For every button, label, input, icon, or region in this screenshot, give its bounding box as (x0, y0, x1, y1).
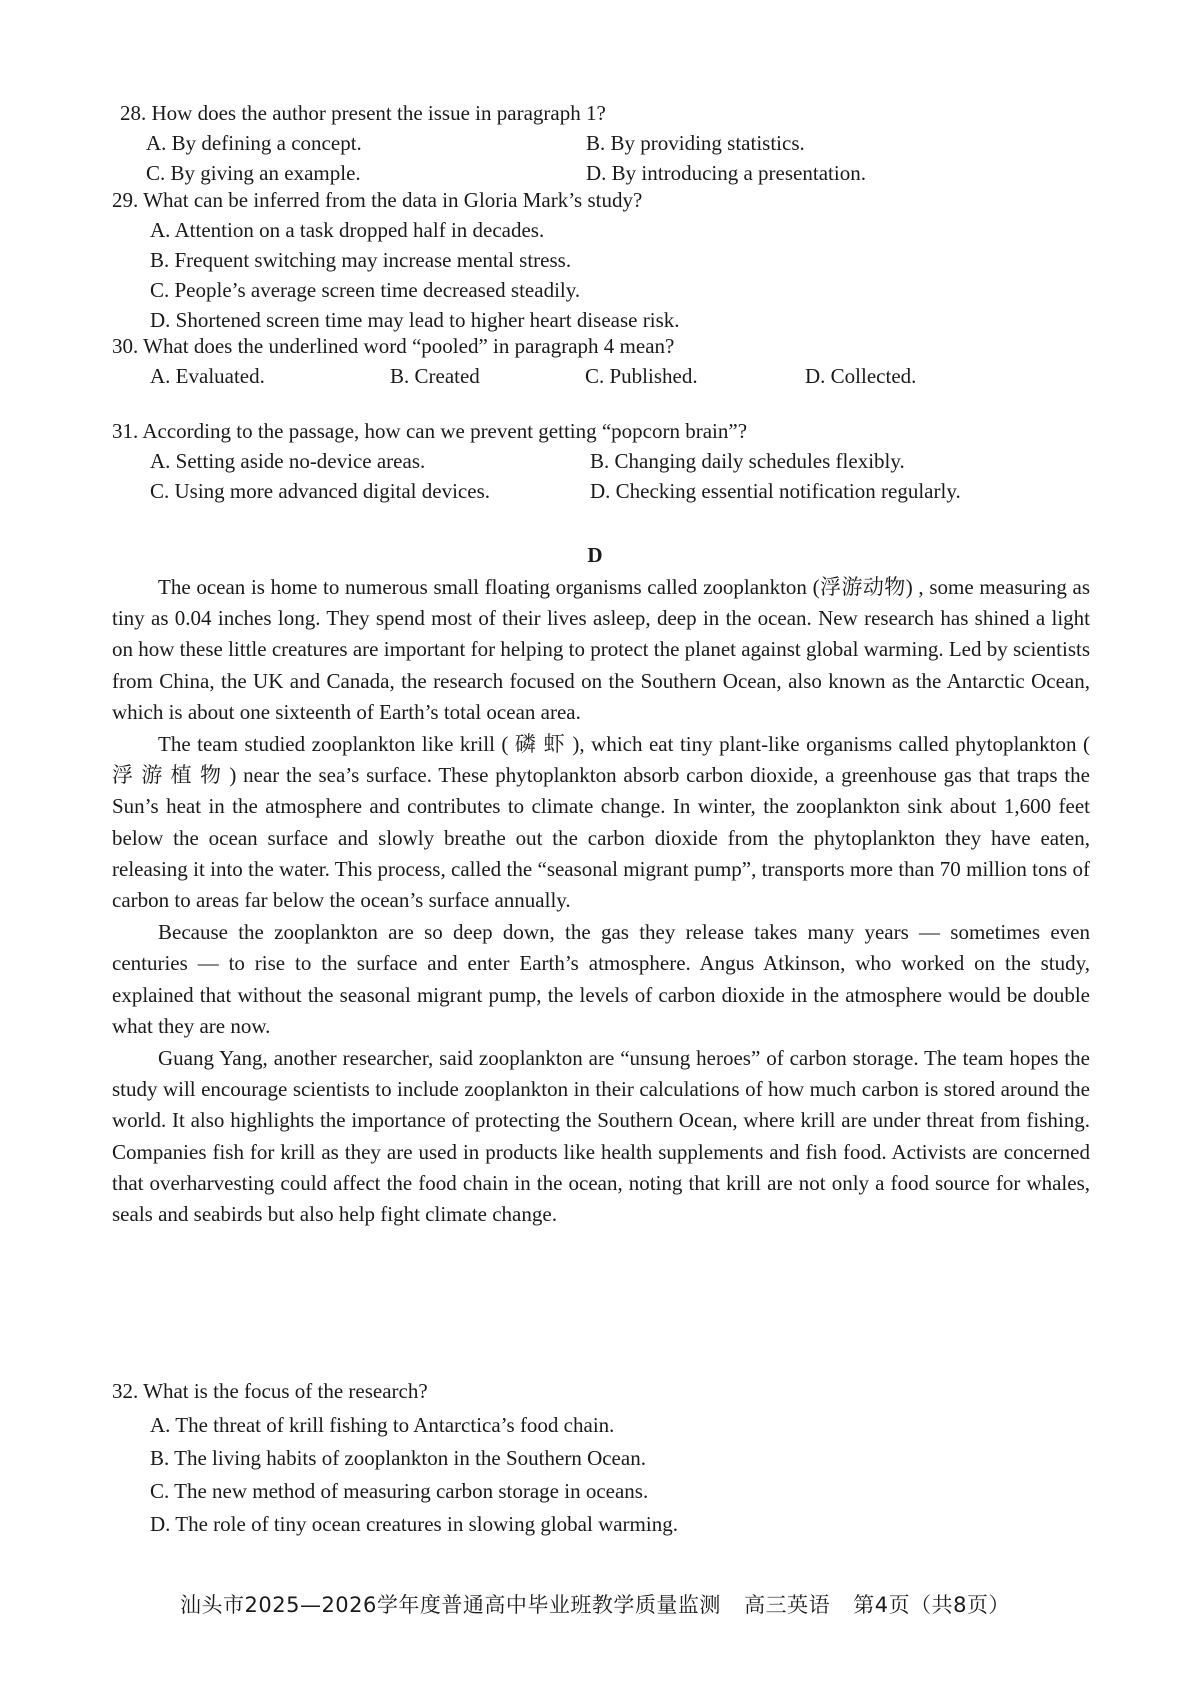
passage-paragraph-3: Because the zooplankton are so deep down, the gas they release takes many years — sometimes even centuries — to rise to the surface and enter Earth’s atmosphere. Angus Atkinson, who worked on the study, explained that without the seasonal migrant pump, the levels of carbon dioxide in the atmosphere would be double what they are now. (112, 920, 1090, 1038)
question-stem (112, 331, 1112, 361)
question-30 (112, 331, 1112, 391)
option-d: D. Checking essential notification regularly. (590, 479, 961, 503)
option-a: A. Evaluated. (150, 364, 265, 388)
question-text: How does the author present the issue in paragraph 1? (151, 101, 606, 125)
question-number: 32. (112, 1379, 139, 1403)
question-text: According to the passage, how can we prevent getting “popcorn brain”? (142, 419, 748, 443)
question-text: What does the underlined word “pooled” in paragraph 4 mean? (143, 334, 675, 358)
question-number: 28. (120, 101, 147, 125)
passage-paragraph-4: Guang Yang, another researcher, said zooplankton are “unsung heroes” of carbon storage. The team hopes the study will encourage scientists to include zooplankton in their calculations of how much carbon is stored around the world. It also highlights the importance of protecting the Southern Ocean, where krill are under threat from fishing. Companies fish for krill as they are used in products like health supplements and fish food. Activists are concerned that overharvesting could affect the food chain in the ocean, noting that krill are not only a food source for whales, seals and seabirds but also help fight climate change. (112, 1046, 1090, 1227)
option-a: A. By defining a concept. (146, 131, 362, 155)
question-number: 29. (112, 188, 139, 212)
question-stem (120, 98, 1112, 128)
option-a: A. Attention on a task dropped half in decades. (150, 218, 545, 242)
option-row (150, 361, 1112, 391)
question-number: 31. (112, 419, 139, 443)
question-31 (112, 416, 1112, 506)
option-grid (146, 128, 1112, 188)
option-a: A. The threat of krill fishing to Antarctica’s food chain. (150, 1413, 615, 1437)
question-32 (112, 1376, 1112, 1541)
question-28 (112, 98, 1112, 188)
option-c: C. Published. (585, 364, 698, 388)
option-c: C. By giving an example. (146, 161, 361, 185)
page-footer (0, 1590, 1190, 1620)
option-c: C. Using more advanced digital devices. (150, 479, 490, 503)
option-d: D. The role of tiny ocean creatures in slowing global warming. (150, 1512, 678, 1536)
option-list (150, 215, 1112, 335)
option-d: D. By introducing a presentation. (586, 161, 866, 185)
passage-paragraph-1: The ocean is home to numerous small floating organisms called zooplankton (浮游动物) , some measuring as tiny as 0.04 inches long. They spend most of their lives asleep, deep in the ocean. New research has shined a light on how these little creatures are important for helping to protect the planet against global warming. Led by scientists from China, the UK and Canada, the research focused on the Southern Ocean, also known as the Antarctic Ocean, which is about one sixteenth of Earth’s total ocean area. (112, 575, 1090, 724)
option-c: C. The new method of measuring carbon storage in oceans. (150, 1479, 649, 1503)
option-b: B. The living habits of zooplankton in the Southern Ocean. (150, 1446, 646, 1470)
question-stem (112, 185, 1112, 215)
section-heading: D (587, 543, 603, 567)
option-b: B. Created (390, 364, 480, 388)
reading-passage (112, 572, 1090, 1231)
option-b: B. Frequent switching may increase mental stress. (150, 248, 572, 272)
question-text: What can be inferred from the data in Gloria Mark’s study? (143, 188, 643, 212)
option-b: B. Changing daily schedules flexibly. (590, 449, 905, 473)
option-list (150, 1409, 1112, 1541)
option-b: B. By providing statistics. (586, 131, 805, 155)
question-text: What is the focus of the research? (143, 1379, 428, 1403)
footer-subject: 高三英语 (744, 1593, 831, 1617)
option-a: A. Setting aside no-device areas. (150, 449, 426, 473)
option-d: D. Collected. (805, 364, 917, 388)
option-c: C. People’s average screen time decreased steadily. (150, 278, 581, 302)
footer-page-number: 第4页（共8页） (853, 1593, 1010, 1617)
question-stem (112, 1376, 1112, 1406)
option-grid (150, 446, 1112, 506)
question-number: 30. (112, 334, 139, 358)
footer-exam-title: 汕头市2025—2026学年度普通高中毕业班教学质量监测 (180, 1593, 721, 1617)
passage-paragraph-2: The team studied zooplankton like krill ( 磷 虾 ), which eat tiny plant-like organisms called phytoplankton ( 浮 游 植 物 ) near the sea’s surface. These phytoplankton absorb carbon dioxide, a greenhouse gas that traps the Sun’s heat in the atmosphere and contributes to climate change. In winter, the zooplankton sink about 1,600 feet below the ocean surface and slowly breathe out the carbon dioxide from the phytoplankton they have eaten, releasing it into the water. This process, called the “seasonal migrant pump”, transports more than 70 million tons of carbon to areas far below the ocean’s surface annually. (112, 732, 1090, 913)
question-29 (112, 185, 1112, 335)
question-stem (112, 416, 1112, 446)
option-d: D. Shortened screen time may lead to higher heart disease risk. (150, 308, 680, 332)
